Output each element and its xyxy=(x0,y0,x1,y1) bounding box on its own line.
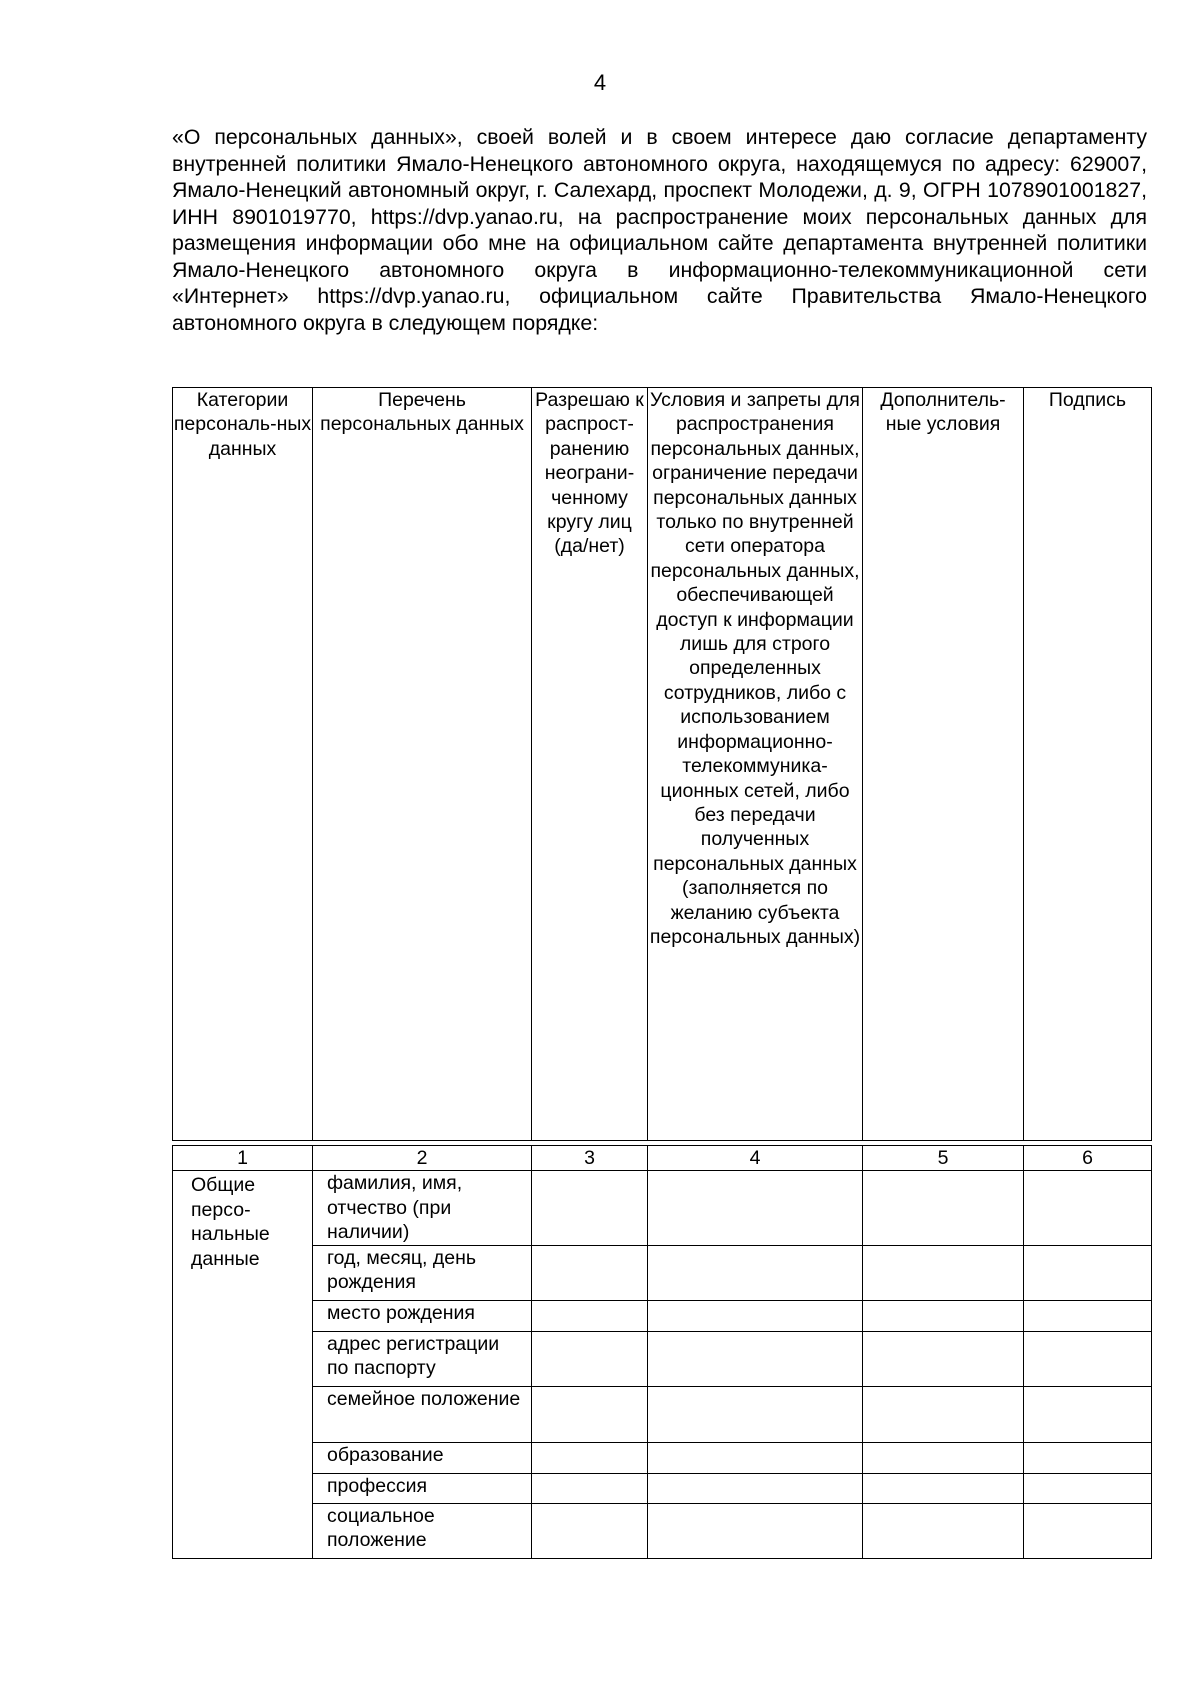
additional-conditions-cell[interactable] xyxy=(863,1503,1024,1558)
signature-cell[interactable] xyxy=(1024,1300,1152,1331)
header-additional-conditions: Дополнитель-ные условия xyxy=(863,388,1024,1141)
consent-header-table xyxy=(172,387,1152,1141)
column-number: 4 xyxy=(648,1146,863,1171)
table-row xyxy=(173,1245,1152,1300)
permission-cell[interactable] xyxy=(532,1503,648,1558)
additional-conditions-cell[interactable] xyxy=(863,1300,1024,1331)
signature-cell[interactable] xyxy=(1024,1442,1152,1473)
column-number: 1 xyxy=(173,1146,313,1171)
data-item: семейное положение xyxy=(313,1386,532,1442)
signature-cell[interactable] xyxy=(1024,1386,1152,1442)
consent-data-table xyxy=(172,1145,1152,1559)
data-item: фамилия, имя, отчество (при наличии) xyxy=(313,1171,532,1245)
conditions-cell[interactable] xyxy=(648,1386,863,1442)
additional-conditions-cell[interactable] xyxy=(863,1442,1024,1473)
additional-conditions-cell[interactable] xyxy=(863,1245,1024,1300)
conditions-cell[interactable] xyxy=(648,1245,863,1300)
table-row xyxy=(173,1442,1152,1473)
conditions-cell[interactable] xyxy=(648,1442,863,1473)
data-item: образование xyxy=(313,1442,532,1473)
additional-conditions-cell[interactable] xyxy=(863,1386,1024,1442)
table-row xyxy=(173,1300,1152,1331)
permission-cell[interactable] xyxy=(532,1386,648,1442)
signature-cell[interactable] xyxy=(1024,1503,1152,1558)
page-number: 4 xyxy=(593,70,607,95)
conditions-cell[interactable] xyxy=(648,1503,863,1558)
signature-cell[interactable] xyxy=(1024,1331,1152,1386)
permission-cell[interactable] xyxy=(532,1331,648,1386)
table-row xyxy=(173,1331,1152,1386)
data-item: год, месяц, день рождения xyxy=(313,1245,532,1300)
table-row xyxy=(173,1386,1152,1442)
column-number: 2 xyxy=(313,1146,532,1171)
signature-cell[interactable] xyxy=(1024,1245,1152,1300)
column-number: 6 xyxy=(1024,1146,1152,1171)
header-signature: Подпись xyxy=(1024,388,1152,1141)
permission-cell[interactable] xyxy=(532,1473,648,1503)
data-item: профессия xyxy=(313,1473,532,1503)
data-item: место рождения xyxy=(313,1300,532,1331)
table-row xyxy=(173,1503,1152,1558)
conditions-cell[interactable] xyxy=(648,1171,863,1245)
header-permission: Разрешаю к распрост-ранению неограни-ченному кругу лиц (да/нет) xyxy=(532,388,648,1141)
permission-cell[interactable] xyxy=(532,1171,648,1245)
header-data-list: Перечень персональных данных xyxy=(313,388,532,1141)
column-number: 5 xyxy=(863,1146,1024,1171)
consent-intro-paragraph: «О персональных данных», своей волей и в своем интересе даю согласие департаменту внутренней политики Ямало-Ненецкого автономного округа, находящемуся по адресу: 629007, Ямало-Ненецкий автономный округ, г. Салехард, проспект Молодежи, д. 9, ОГРН 1078901001827, ИНН 8901019770, https://dvp.yanao.ru, на распространение моих персональных данных для размещения информации обо мне на официальном сайте департамента внутренней политики Ямало-Ненецкого автономного округа в информационно-телекоммуникационной сети «Интернет» https://dvp.yanao.ru, официальном сайте Правительства Ямало-Ненецкого автономного округа в следующем порядке: xyxy=(172,125,1147,335)
table-row xyxy=(173,1473,1152,1503)
column-number: 3 xyxy=(532,1146,648,1171)
category-general: Общие персо-нальные данные xyxy=(173,1171,313,1558)
conditions-cell[interactable] xyxy=(648,1473,863,1503)
permission-cell[interactable] xyxy=(532,1442,648,1473)
additional-conditions-cell[interactable] xyxy=(863,1331,1024,1386)
additional-conditions-cell[interactable] xyxy=(863,1171,1024,1245)
header-category: Категории персональ-ных данных xyxy=(173,388,313,1141)
conditions-cell[interactable] xyxy=(648,1300,863,1331)
signature-cell[interactable] xyxy=(1024,1171,1152,1245)
signature-cell[interactable] xyxy=(1024,1473,1152,1503)
data-item: социальное положение xyxy=(313,1503,532,1558)
table-row xyxy=(173,1171,1152,1245)
column-number-row xyxy=(173,1146,1152,1171)
permission-cell[interactable] xyxy=(532,1300,648,1331)
conditions-cell[interactable] xyxy=(648,1331,863,1386)
additional-conditions-cell[interactable] xyxy=(863,1473,1024,1503)
header-conditions: Условия и запреты для распространения персональных данных, ограничение передачи персональных данных только по внутренней сети оператора персональных данных, обеспечивающей доступ к информации лишь для строго определенных сотрудников, либо с использованием информационно-телекоммуника-ционных сетей, либо без передачи полученных персональных данных (заполняется по желанию субъекта персональных данных) xyxy=(648,388,863,1141)
data-item: адрес регистрации по паспорту xyxy=(313,1331,532,1386)
permission-cell[interactable] xyxy=(532,1245,648,1300)
